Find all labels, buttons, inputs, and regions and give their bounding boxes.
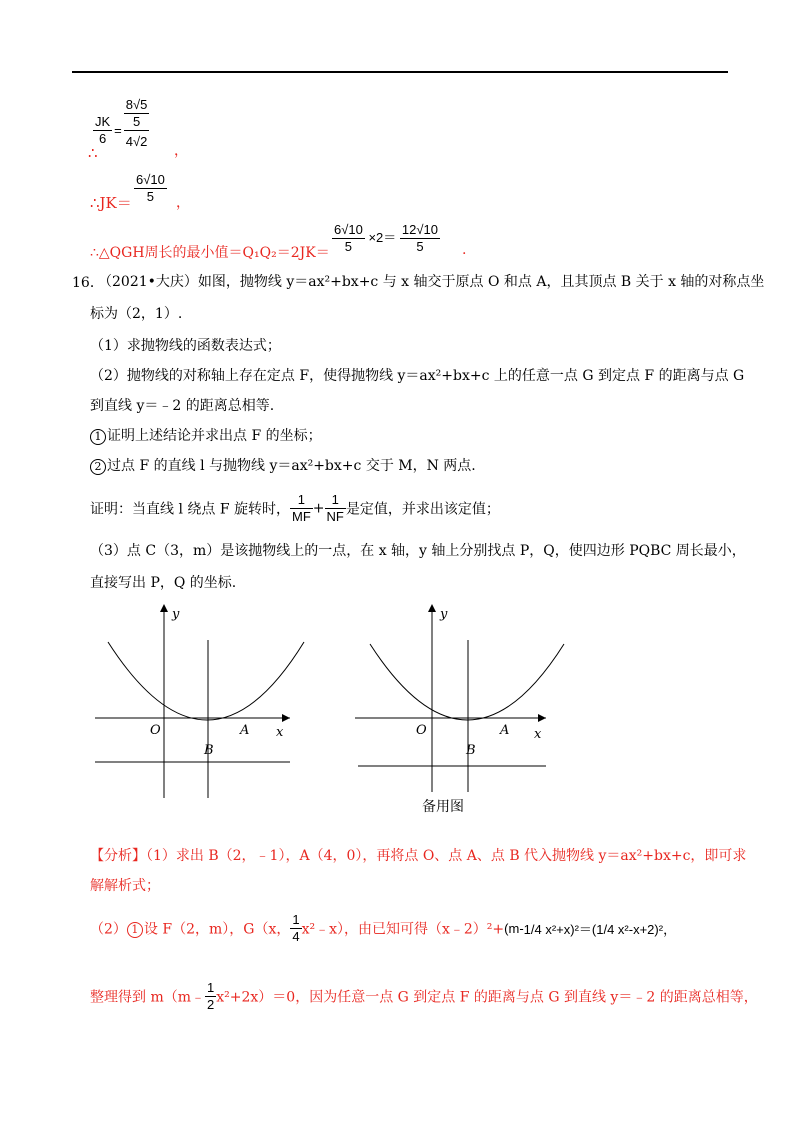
origin-label: O bbox=[416, 723, 427, 738]
x-axis-arrow-icon bbox=[282, 714, 290, 722]
analysis-4-frac-num: 1 bbox=[207, 980, 215, 995]
analysis-line-1: 【分析】（1）求出 B（2，﹣1），A（4，0），再将点 O、点 A、点 B 代入抛物线 y＝ax²+bx+c，即可求 bbox=[90, 848, 747, 864]
circled-one: 1 bbox=[90, 429, 106, 445]
therefore-1: ∴ bbox=[88, 144, 98, 162]
circled-one-red: 1 bbox=[127, 922, 143, 938]
analysis-4-frac-den: 2 bbox=[207, 997, 215, 1012]
analysis-3-frac-den: 4 bbox=[292, 929, 300, 944]
result-num: 12√10 bbox=[401, 222, 438, 237]
min-frac-den: 5 bbox=[344, 239, 353, 254]
header-rule bbox=[72, 71, 728, 73]
parabola-figure-spare bbox=[350, 600, 570, 800]
question-1: （1）求抛物线的函数表达式； bbox=[90, 338, 281, 354]
times-two: ×2＝ bbox=[368, 229, 397, 245]
analysis-3-a: 设 F（2，m），G（x， bbox=[143, 921, 291, 938]
sub-question-2-text: 过点 F 的直线 l 与抛物线 y＝ax²+bx+c 交于 M，N 两点. bbox=[107, 458, 476, 474]
sub-question-1 bbox=[90, 426, 322, 446]
analysis-3-frac-num: 1 bbox=[292, 912, 300, 927]
analysis-3-c: (m- bbox=[504, 921, 524, 936]
min-perimeter-line: ∴△QGH周长的最小值＝Q₁Q₂＝2JK＝ bbox=[90, 245, 330, 261]
y-axis-arrow-icon bbox=[428, 604, 436, 612]
jk-six: 6 bbox=[98, 131, 107, 146]
analysis-4-b: x²+2x）＝0，因为任意一点 G 到定点 F 的距离与点 G 到直线 y＝﹣2 的距离总相等， bbox=[216, 989, 758, 1006]
origin-label: O bbox=[150, 723, 161, 738]
analysis-3-d: 1/4 x²+x)²＝(1/4 x²-x+2)²， bbox=[523, 922, 677, 937]
comma-1: ， bbox=[174, 143, 188, 159]
big-numerator: 8√5 bbox=[125, 97, 148, 112]
question-3-line-2: 直接写出 P，Q 的坐标. bbox=[90, 575, 237, 591]
sub-question-2 bbox=[90, 456, 476, 476]
y-axis-arrow-icon bbox=[160, 604, 168, 612]
problem-intro-2: 标为（2，1）. bbox=[90, 306, 183, 322]
parabola-curve bbox=[370, 644, 564, 720]
x-axis-arrow-icon bbox=[538, 714, 546, 722]
jk-value bbox=[134, 172, 167, 205]
question-2-line-2: 到直线 y＝﹣2 的距离总相等. bbox=[90, 398, 275, 414]
result-den: 5 bbox=[416, 239, 424, 254]
proof-frac-2-num: 1 bbox=[325, 492, 346, 509]
proof-line bbox=[90, 492, 500, 525]
question-3-line-1: （3）点 C（3，m）是该抛物线上的一点，在 x 轴，y 轴上分别找点 P，Q，使四边形 PQBC 周长最小， bbox=[90, 543, 746, 559]
point-a-label: A bbox=[240, 723, 250, 738]
period-1: . bbox=[462, 242, 467, 258]
analysis-3-prefix: （2） bbox=[90, 921, 127, 938]
problem-number: 16． bbox=[72, 275, 104, 291]
comma-2: ， bbox=[176, 195, 190, 211]
point-b-label: B bbox=[466, 743, 476, 758]
sub-question-1-text: 证明上述结论并求出点 F 的坐标； bbox=[107, 428, 322, 444]
proof-prefix: 证明：当直线 l 绕点 F 旋转时， bbox=[90, 501, 290, 518]
x-label: x bbox=[534, 727, 542, 742]
analysis-line-2: 解解析式； bbox=[90, 878, 160, 894]
analysis-4-a: 整理得到 m（m﹣ bbox=[90, 989, 206, 1006]
jk-value-num: 6√10 bbox=[136, 172, 165, 187]
jk-ratio-equation bbox=[92, 96, 150, 152]
y-label: y bbox=[172, 607, 180, 622]
x-label: x bbox=[276, 725, 284, 740]
big-denominator: 4√2 bbox=[125, 134, 148, 149]
point-a-label: A bbox=[500, 723, 510, 738]
y-label: y bbox=[440, 607, 448, 622]
proof-suffix: 是定值，并求出该定值； bbox=[345, 501, 500, 518]
min-perimeter-value bbox=[332, 222, 440, 255]
jk-label: JK bbox=[95, 114, 111, 129]
parabola-curve bbox=[108, 642, 304, 720]
therefore-jk: ∴JK＝ bbox=[90, 194, 132, 212]
proof-frac-1-num: 1 bbox=[290, 492, 313, 509]
figure-caption: 备用图 bbox=[422, 798, 464, 814]
big-numerator-den: 5 bbox=[132, 114, 141, 129]
analysis-3-b: x²﹣x），由已知可得（x﹣2）²+ bbox=[301, 921, 505, 938]
analysis-line-4 bbox=[90, 980, 758, 1013]
circled-two: 2 bbox=[90, 459, 106, 475]
proof-frac-2-den: NF bbox=[326, 509, 344, 524]
parabola-figure-main bbox=[90, 600, 310, 800]
proof-frac-1-den: MF bbox=[292, 509, 311, 524]
question-2-line-1: （2）抛物线的对称轴上存在定点 F，使得抛物线 y＝ax²+bx+c 上的任意一点 G 到定点 F 的距离与点 G bbox=[90, 368, 745, 384]
equals-sign: = bbox=[114, 123, 122, 138]
analysis-line-3 bbox=[90, 912, 676, 945]
point-b-label: B bbox=[204, 743, 214, 758]
proof-plus: + bbox=[312, 500, 325, 517]
min-frac-num: 6√10 bbox=[334, 222, 363, 237]
problem-intro-1: （2021•大庆）如图，抛物线 y＝ax²+bx+c 与 x 轴交于原点 O 和点 A，且其顶点 B 关于 x 轴的对称点坐 bbox=[98, 274, 765, 290]
jk-value-den: 5 bbox=[146, 189, 155, 204]
